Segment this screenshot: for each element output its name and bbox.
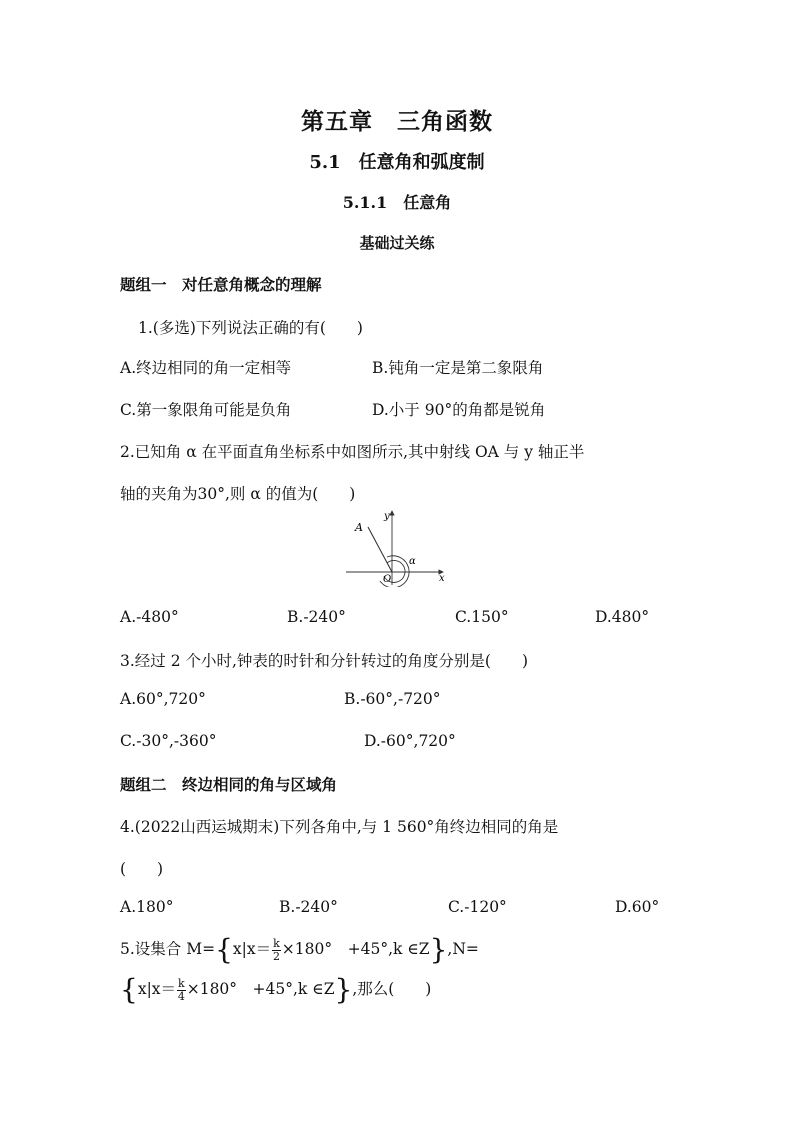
q5-n-denominator: 4 — [177, 989, 185, 1003]
q5-n-before: x|x＝ — [137, 980, 177, 998]
q5-suffix: ,那么( ) — [352, 980, 432, 998]
q4-option-b: B.-240° — [279, 898, 338, 916]
group-1-title: 题组一 对任意角概念的理解 — [120, 275, 322, 294]
label-o: O — [383, 574, 392, 585]
q5-m-after: ×180° +45°,k ∈Z — [281, 940, 430, 958]
q4-option-d: D.60° — [615, 898, 660, 916]
q2-option-d: D.480° — [595, 608, 650, 626]
q1-option-b: B.钝角一定是第二象限角 — [372, 359, 544, 377]
label-x: x — [439, 573, 445, 584]
q1-option-a: A.终边相同的角一定相等 — [120, 359, 292, 377]
q2-stem-line1: 2.已知角 α 在平面直角坐标系中如图所示,其中射线 OA 与 y 轴正半 — [120, 443, 585, 461]
label-y: y — [384, 511, 390, 522]
q1-option-c: C.第一象限角可能是负角 — [120, 401, 292, 419]
q5-prefix: 5.设集合 M= — [120, 940, 216, 958]
q3-option-a: A.60°,720° — [120, 690, 206, 708]
right-brace: } — [334, 973, 353, 1006]
q5-n-after: ×180° +45°,k ∈Z — [186, 980, 335, 998]
chapter-title: 第五章 三角函数 — [301, 108, 493, 135]
q3-option-d: D.-60°,720° — [364, 732, 456, 750]
q3-stem: 3.经过 2 个小时,钟表的时针和分针转过的角度分别是( ) — [120, 652, 529, 670]
q4-option-c: C.-120° — [448, 898, 507, 916]
q5-m-fraction — [272, 938, 281, 963]
label-alpha: α — [409, 556, 416, 567]
left-brace: { — [215, 933, 233, 966]
q2-option-c: C.150° — [455, 608, 509, 626]
q5-m-denominator: 2 — [272, 949, 280, 963]
left-brace: { — [120, 973, 138, 1006]
q2-angle-figure — [340, 505, 450, 587]
q5-n-fraction — [177, 978, 186, 1003]
q5-line2 — [120, 972, 431, 1006]
q3-option-c: C.-30°,-360° — [120, 732, 217, 750]
q5-line1 — [120, 932, 479, 966]
q2-stem-line2: 轴的夹角为30°,则 α 的值为( ) — [120, 485, 356, 503]
q4-stem-line2: ( ) — [120, 860, 164, 878]
ray-oa — [368, 527, 392, 572]
subsection-title: 5.1.1 任意角 — [342, 193, 452, 212]
q1-option-d: D.小于 90°的角都是锐角 — [372, 401, 546, 419]
q4-stem-line1: 4.(2022山西运城期末)下列各角中,与 1 560°角终边相同的角是 — [120, 818, 559, 836]
q4-option-a: A.180° — [120, 898, 174, 916]
q2-option-a: A.-480° — [120, 608, 179, 626]
section-title: 5.1 任意角和弧度制 — [309, 152, 485, 173]
q5-n-numerator: k — [178, 976, 185, 990]
q2-option-b: B.-240° — [287, 608, 346, 626]
q5-m-before: x|x＝ — [232, 940, 272, 958]
q5-m-numerator: k — [273, 936, 280, 950]
right-brace: } — [429, 933, 448, 966]
label-a: A — [355, 521, 363, 534]
q3-option-b: B.-60°,-720° — [344, 690, 441, 708]
q1-stem: 1.(多选)下列说法正确的有( ) — [138, 319, 363, 337]
level-title: 基础过关练 — [359, 234, 435, 252]
q5-mid: ,N= — [447, 940, 479, 958]
group-2-title: 题组二 终边相同的角与区域角 — [120, 775, 338, 794]
